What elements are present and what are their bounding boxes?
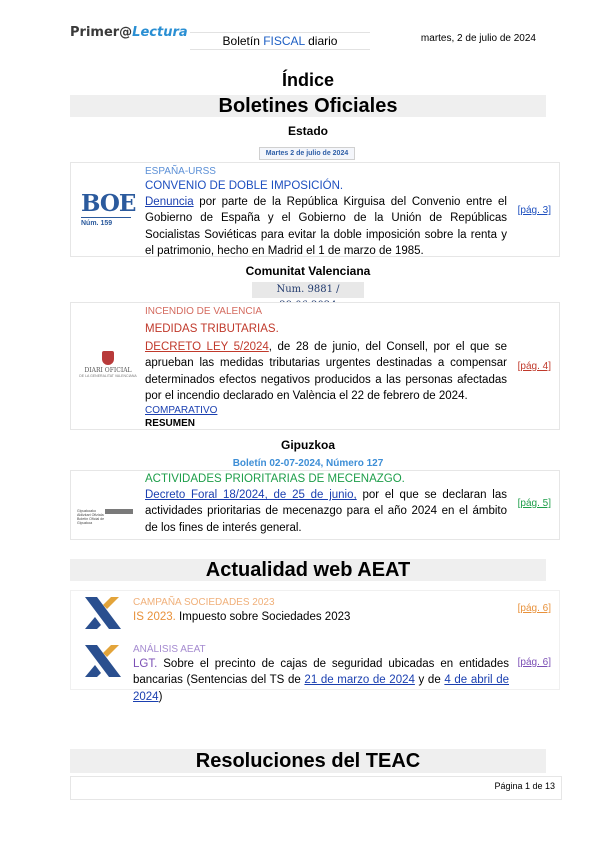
page-number: Página 1 de 13 [494,781,555,791]
denuncia-link[interactable]: Denuncia [145,196,194,208]
dogv-page-link[interactable]: [pág. 4] [517,361,551,372]
gipuzkoa-mark-icon [105,509,133,514]
boe-title: CONVENIO DE DOBLE IMPOSICIÓN. [145,180,344,192]
boe-summary: Denuncia por parte de la República Kirguisa del Convenio entre el Gobierno de España y el Gobierno de la Unión de Repúblicas Socialistas Soviéticas para evitar la doble imposición sobre la renta y el patrimonio, hecho en Madrid el 1 de marzo de 1985. [145,196,507,257]
boe-logo: BOE Núm. 159 [81,190,136,227]
cv-heading: Comunitat Valenciana [245,264,371,278]
aeat-logo-icon [81,643,125,679]
aeat-logo-icon [81,595,125,631]
boe-page-link[interactable]: [pág. 3] [517,205,551,216]
aeat-entries [70,590,560,703]
gipuzkoa-title: ACTIVIDADES PRIORITARIAS DE MECENAZGO. [145,473,405,485]
estado-heading: Estado [287,124,328,138]
gipuzkoa-page-link[interactable]: [pág. 5] [517,498,551,509]
boletines-oficiales-heading: Boletines Oficiales [70,95,546,117]
gipuzkoa-date-badge: Boletín 02-07-2024, Número 127 [232,458,384,469]
header-date: martes, 2 de julio de 2024 [420,33,536,44]
dogv-title: MEDIDAS TRIBUTARIAS. [145,323,279,335]
indice-heading: Índice [281,70,334,90]
page-footer [70,776,562,800]
gipuzkoa-entry [70,470,560,540]
resumen-label: RESUMEN [145,418,196,430]
decreto-foral-link[interactable]: Decreto Foral 18/2024, de 25 de junio, [145,489,357,501]
teac-heading: Resoluciones del TEAC [70,749,546,773]
boe-entry-content [145,165,507,259]
bulletin-title: Boletín FISCAL diario [190,32,370,50]
ts-abril-link[interactable]: 4 de abril de 2024 [133,674,509,703]
aeat-item-is: CAMPAÑA SOCIEDADES 2023 IS 2023. Impuesto sobre Sociedades 2023 [133,597,351,623]
dogv-summary: DECRETO LEY 5/2024, de 28 de junio, del Consell, por el que se aprueban las medidas tributarias urgentes destinadas a compensar determinados efectos negativos producidos a las personas afectadas por el incendio declarado en València el 22 de febrero de 2024. [145,341,507,402]
decreto-ley-link[interactable]: DECRETO LEY 5/2024 [145,341,269,353]
lgt-page-link[interactable]: [pág. 6] [517,657,551,668]
aeat-item-lgt: ANÁLISIS AEAT LGT. Sobre el precinto de cajas de seguridad ubicadas en entidades bancarias (Sentencias del TS de 21 de marzo de 2024 y de 4 de abril de 2024) [133,644,509,703]
primera-lectura-logo: Primer@Lectura [70,25,188,40]
dogv-kicker: INCENDIO DE VALENCIA [145,306,263,317]
gipuzkoa-summary: Decreto Foral 18/2024, de 25 de junio, por el que se declaran las actividades prioritarias de mecenazgo para el año 2024 en el ámbito de los fines de interés general. [145,489,507,534]
gipuzkoa-entry-content [145,471,507,536]
dogv-date-badge: Num. 9881 / [252,282,364,298]
gipuzkoa-logo: Gipuzkoako Aldizkari OfizialaBoletín Oficial de Gipuzkoa [77,509,141,525]
boe-date-badge: Martes 2 de julio de 2024 [259,147,355,160]
boe-kicker: ESPAÑA-URSS [145,166,216,177]
ts-marzo-link[interactable]: 21 de marzo de 2024 [304,674,415,687]
gipuzkoa-heading: Gipuzkoa [280,438,335,452]
dogv-entry [70,302,560,430]
aeat-heading: Actualidad web AEAT [70,559,546,581]
dogv-entry-content [145,305,507,430]
comparativo-link-row [145,404,507,417]
generalitat-crest-icon [102,351,114,365]
dogv-logo: DIARI OFICIAL DE LA GENERALITAT VALENCIANA [75,351,141,378]
boe-entry [70,162,560,257]
page-header [0,0,595,55]
is-page-link[interactable]: [pág. 6] [517,603,551,614]
comparativo-link[interactable]: COMPARATIVO [145,405,218,417]
